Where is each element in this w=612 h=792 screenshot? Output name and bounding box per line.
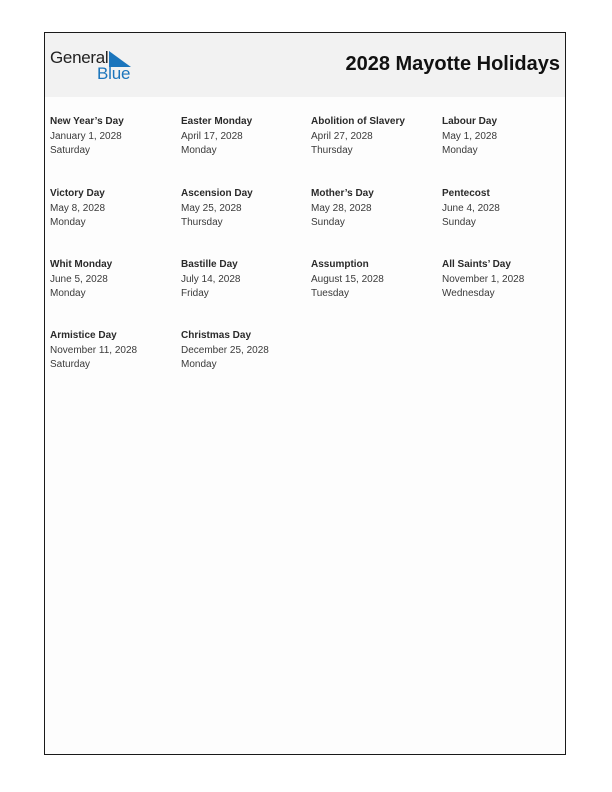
holiday-date: May 25, 2028 [181,202,242,214]
header-band [45,33,565,97]
holiday-weekday: Monday [442,145,478,156]
holiday-weekday: Monday [50,217,86,228]
holiday-item [442,115,570,159]
holiday-name: Victory Day [50,188,105,199]
holiday-name: Labour Day [442,116,498,127]
holiday-date: November 1, 2028 [442,273,525,285]
holiday-name: All Saints’ Day [442,259,511,270]
holiday-date: April 17, 2028 [181,130,243,142]
holiday-item [181,187,309,231]
holiday-name: Armistice Day [50,330,117,341]
holiday-name: Pentecost [442,188,490,199]
holiday-weekday: Saturday [50,359,91,370]
holiday-weekday: Wednesday [442,288,495,299]
holiday-date: January 1, 2028 [50,130,122,142]
holiday-date: April 27, 2028 [311,130,373,142]
holiday-date: December 25, 2028 [181,344,269,356]
holiday-weekday: Thursday [181,217,223,228]
holiday-weekday: Tuesday [311,288,349,299]
holiday-item [50,258,178,302]
logo-word-blue: Blue [97,64,131,83]
holiday-weekday: Saturday [50,145,91,156]
holiday-weekday: Sunday [311,217,345,228]
holiday-item [311,115,439,159]
holiday-weekday: Friday [181,288,209,299]
page-frame [44,32,566,755]
holiday-item [311,258,439,302]
holiday-weekday: Sunday [442,217,476,228]
holiday-item [442,258,570,302]
holiday-name: Assumption [311,259,369,270]
page-title: 2028 Mayotte Holidays [345,53,560,75]
holiday-name: Christmas Day [181,330,252,341]
holiday-date: June 4, 2028 [442,202,500,214]
holiday-item [181,115,309,159]
holiday-item [442,187,570,231]
holiday-name: Whit Monday [50,259,113,270]
brand-logo [50,48,140,84]
holiday-name: Easter Monday [181,116,253,127]
holiday-weekday: Thursday [311,145,353,156]
holiday-item [50,187,178,231]
logo-word-general: General [50,48,109,67]
holiday-weekday: Monday [50,288,86,299]
holiday-name: New Year’s Day [50,116,124,127]
holiday-date: May 1, 2028 [442,130,498,142]
holiday-name: Bastille Day [181,259,238,270]
holiday-date: November 11, 2028 [50,344,138,356]
holiday-weekday: Monday [181,145,217,156]
holiday-date: May 28, 2028 [311,202,372,214]
holiday-date: August 15, 2028 [311,273,384,285]
holiday-weekday: Monday [181,359,217,370]
holiday-name: Ascension Day [181,188,253,199]
holiday-name: Mother’s Day [311,188,374,199]
holiday-item [181,329,309,373]
holiday-item [181,258,309,302]
holiday-date: July 14, 2028 [181,273,241,285]
holiday-item [311,187,439,231]
holiday-name: Abolition of Slavery [311,116,405,127]
holiday-date: May 8, 2028 [50,202,106,214]
holiday-item [50,115,178,159]
holiday-date: June 5, 2028 [50,273,108,285]
holiday-item [50,329,178,373]
